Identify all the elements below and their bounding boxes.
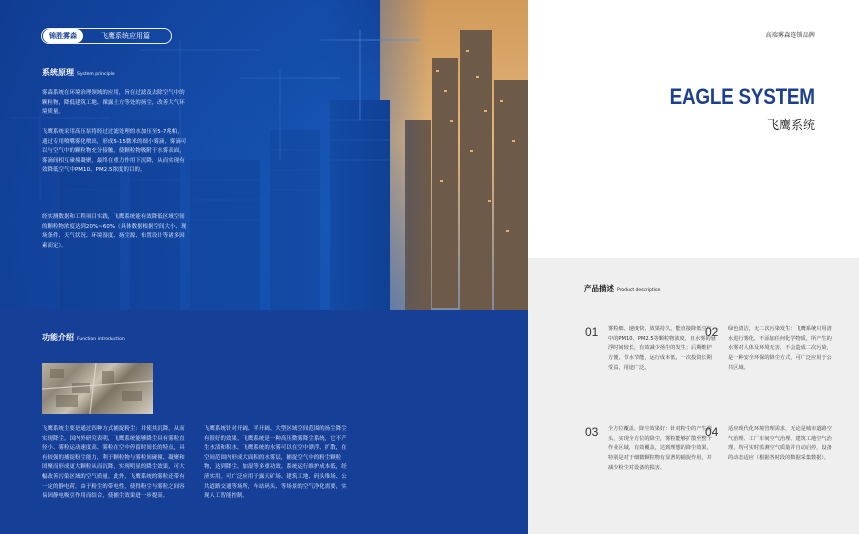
feature-text: 全方位覆盖，降尘效果好：针对粉尘的产生源头，实现全方位的降尘，雾粒能够扩散至整个作业区域，有效覆盖，达到理想的降尘效果，特别是对于细微颗粒物有显著的捕捉作用，并减少粉尘对设备的损害。 bbox=[608, 426, 712, 471]
feature-item-04 bbox=[705, 426, 836, 464]
feature-number: 01 bbox=[585, 325, 599, 339]
principle-paragraph-3: 经实测数据和工程项目实践，飞鹰系统能有效降低区域空间的颗粒物浓度达到20%~60%（具体数据根据空间大小、现场条件、天气状况、环境湿度、扬尘源、布置设计等诸多因素而定）。 bbox=[42, 214, 187, 249]
feature-number: 02 bbox=[705, 325, 719, 339]
feature-text: 适应现代化环境管理需求，无论是城市道路空气治理、工厂车间空气治理、建筑工地空气治理，均可实时监测空气质量并自动启停，设备的动态适应（根据各时段的数据采集数据）。 bbox=[728, 426, 832, 462]
feature-number: 03 bbox=[585, 425, 599, 439]
feature-text: 雾粒细、速度快、效果持久，能直接降低空气中的PM10、PM2.5等颗粒物浓度，且水雾的悬浮时间较长，有效减少扬尘的发生；后期维护方便，节水节能，运行成本低，一次投资长期受益，用途广泛。 bbox=[608, 326, 716, 371]
tab-brand[interactable]: 锦胜雾森 bbox=[43, 29, 83, 43]
principle-paragraph-2: 飞鹰系统采用高压泵将经过过滤处理的水加压至5-7兆帕，通过专用喷嘴雾化喷出，形成5-15微米的细小雾滴，雾滴可以与空气中的颗粒物充分接触，使颗粒物吸附于水雾表面，雾滴间相互碰撞凝聚，最终在重力作用下沉降，从而实现有效降低空气中PM10、PM2.5浓度的目的。 bbox=[42, 129, 187, 174]
feature-number: 04 bbox=[705, 425, 719, 439]
principle-paragraph-1: 雾森系统在环境治理领域的应用，旨在过滤及去除空气中的颗粒物，降低建筑工地、裸露土方等处的扬尘，改善大气环境质量。 bbox=[42, 90, 185, 116]
function-title: 功能介绍 bbox=[42, 333, 74, 342]
product-description-title-en: Product description bbox=[617, 288, 661, 293]
right-page bbox=[528, 0, 859, 534]
feature-text: 绿色清洁，无二次污染发生：飞鹰系统只用清水进行雾化，不添加任何化学物质，所产生的水雾对人体及环境无害，不会造成二次污染，是一种安全环保的降尘方式，可广泛应用于公共区域。 bbox=[728, 326, 832, 371]
function-title-en: Function introduction bbox=[77, 337, 125, 342]
site-aerial-photo bbox=[42, 363, 153, 414]
function-column-1: 飞鹰系统主要是通过四种方式捕捉粉尘：并使其沉降，从而实现降尘。国内外研究表明，飞鹰系统能够降尘具有雾粒直径小、雾粒运动速度高、雾粒在空中停留时间长的特点，具有较强的捕捉粉尘能力，利于颗粒物与雾粒间碰撞、凝聚和团聚而形成更大颗粒从而沉降，实现明显的降尘效果，可大幅改善污染区域的空气质量。此外，飞鹰系统的雾粒还带有一定的静电荷，由于粉尘的带电性，使得粉尘与雾粒之间容易因静电吸引作用而结合，使捕尘效果进一步提高。 bbox=[42, 426, 185, 500]
eagle-system-title-zh: 飞鹰系统 bbox=[766, 118, 815, 132]
feature-item-02 bbox=[705, 326, 836, 374]
tab-system-application[interactable]: 飞鹰系统应用篇 bbox=[101, 32, 150, 40]
feature-item-01 bbox=[585, 326, 716, 374]
function-column-2: 飞鹰系统针对开阔、半开阔、大型区域空间范围的扬尘降尘有很好的效果。飞鹰系统是一种高压微雾降尘系统，它不产生水渍和积水。飞鹰系统的水雾可以在空中漂浮、扩散，在空间范围内形成大面积的水雾层，捕捉空气中的粉尘颗粒物，达到降尘、加湿等多重功效。系统运行维护成本低，经济实用。可广泛应用于露天矿场、建筑工地、码头堆场、公共道路交通等场所，车站码头、等场景的空气净化需要，实现人工智能控制。 bbox=[204, 426, 347, 500]
product-description-heading bbox=[584, 283, 661, 294]
principle-heading bbox=[42, 67, 115, 78]
product-description-title: 产品描述 bbox=[584, 284, 614, 293]
feature-item-03 bbox=[585, 426, 716, 474]
product-description-panel bbox=[528, 258, 859, 534]
brand-tagline: 高端雾森连锁品牌 bbox=[765, 32, 815, 39]
principle-title: 系统原理 bbox=[42, 68, 74, 77]
tab-bar bbox=[41, 28, 172, 44]
principle-title-en: System principle bbox=[77, 72, 115, 77]
eagle-system-title: EAGLE SYSTEM bbox=[669, 84, 815, 109]
function-heading bbox=[42, 332, 125, 343]
